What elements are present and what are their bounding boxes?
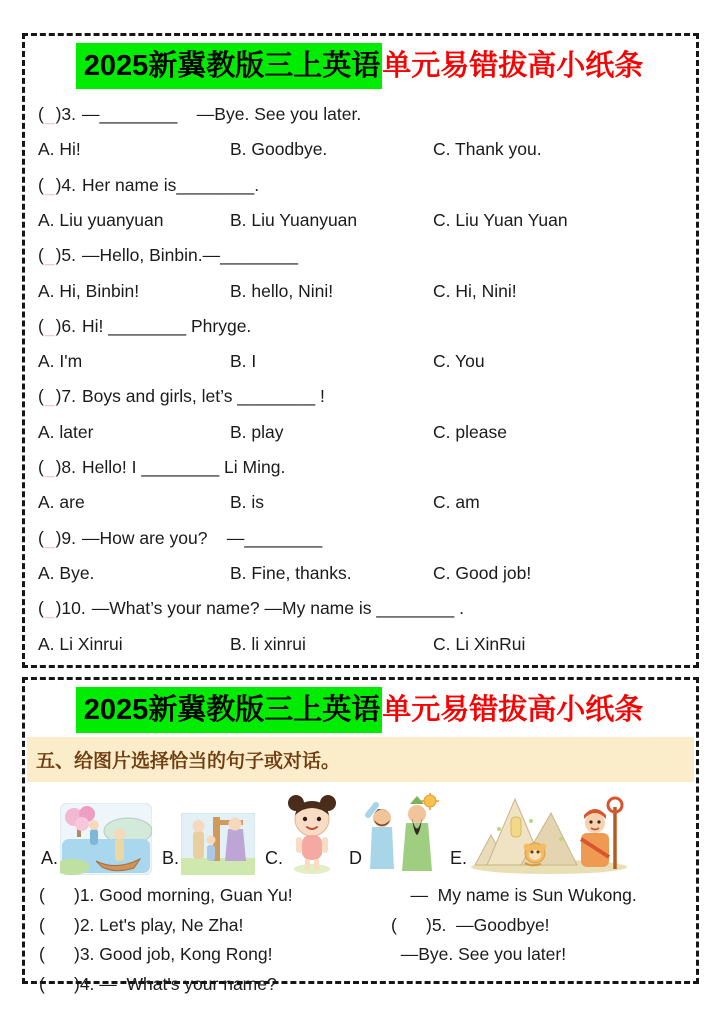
match-left-text: ( )4. — What's your name? <box>39 973 277 994</box>
question-line <box>38 238 684 273</box>
options-line <box>38 344 684 379</box>
answer-blank: _ <box>44 529 55 550</box>
question-number: )9. <box>55 527 76 548</box>
question-line <box>38 309 684 344</box>
worksheet-box-2 <box>22 677 699 994</box>
option-b: B. Goodbye. <box>230 139 328 160</box>
option-b: B. I <box>230 351 257 372</box>
option-c: C. am <box>433 492 480 513</box>
paren-open: ( <box>38 598 44 619</box>
options-line <box>38 626 684 661</box>
question-line <box>38 97 684 132</box>
question-stem: —What’s your name? —My name is ________ . <box>91 598 464 619</box>
picture-e-monkey-under-mountain-monk-icon <box>469 791 635 875</box>
answer-blank: _ <box>44 459 55 480</box>
question-stem: —________ —Bye. See you later. <box>82 104 362 125</box>
match-right-text: —Bye. See you later! <box>391 944 567 965</box>
question-number: )5. <box>55 245 76 266</box>
option-b: B. is <box>230 492 265 513</box>
page-title <box>25 44 696 89</box>
paren-open: ( <box>38 457 44 478</box>
option-a: A. Hi! <box>38 139 81 160</box>
options-line <box>38 485 684 520</box>
options-line <box>38 556 684 591</box>
option-c: C. Hi, Nini! <box>433 280 517 301</box>
matching-list <box>39 881 684 999</box>
match-right-text: — My name is Sun Wukong. <box>391 885 637 906</box>
options-line <box>38 132 684 167</box>
picture-a-riverside-farewell-boat-icon <box>60 803 152 875</box>
title-highlighted-text: 2025新冀教版三上英语 <box>76 687 383 733</box>
question-line <box>38 379 684 414</box>
question-number: )8. <box>55 457 76 478</box>
option-a: A. Hi, Binbin! <box>38 280 140 301</box>
match-row-1 <box>39 881 684 911</box>
answer-blank: _ <box>44 176 55 197</box>
worksheet-box-1 <box>22 33 699 668</box>
paren-open: ( <box>38 527 44 548</box>
option-a: A. Li Xinrui <box>38 633 123 654</box>
answer-blank: _ <box>44 106 55 127</box>
answer-blank: _ <box>44 600 55 621</box>
match-left-text: ( )1. Good morning, Guan Yu! <box>39 885 293 906</box>
picture-label-e: E. <box>450 847 468 868</box>
option-a: A. Liu yuanyuan <box>38 209 164 230</box>
option-b: B. li xinrui <box>230 633 306 654</box>
question-list <box>38 97 684 662</box>
picture-d-two-men-greeting-sun-icon <box>364 793 440 875</box>
question-number: )6. <box>55 315 76 336</box>
question-line <box>38 168 684 203</box>
paren-open: ( <box>38 245 44 266</box>
match-row-3 <box>39 940 684 970</box>
paren-open: ( <box>38 174 44 195</box>
picture-row <box>41 785 690 877</box>
option-c: C. Good job! <box>433 562 532 583</box>
question-stem: Hello! I ________ Li Ming. <box>82 457 286 478</box>
question-number: )10. <box>55 598 86 619</box>
paren-open: ( <box>38 315 44 336</box>
option-b: B. play <box>230 421 284 442</box>
question-line <box>38 450 684 485</box>
picture-label-d: D <box>349 847 363 868</box>
picture-c-girl-with-buns-icon <box>285 793 339 875</box>
question-stem: Her name is________. <box>82 174 260 195</box>
match-row-4 <box>39 969 684 999</box>
option-c: C. Thank you. <box>433 139 542 160</box>
option-a: A. later <box>38 421 94 442</box>
match-left-text: ( )3. Good job, Kong Rong! <box>39 944 273 965</box>
options-line <box>38 273 684 308</box>
question-stem: —Hello, Binbin.—________ <box>82 245 298 266</box>
option-c: C. please <box>433 421 507 442</box>
option-a: A. I'm <box>38 351 83 372</box>
options-line <box>38 415 684 450</box>
title-red-text: 单元易错拔高小纸条 <box>382 694 644 726</box>
match-right-text: ( )5. —Goodbye! <box>391 914 550 935</box>
option-b: B. Fine, thanks. <box>230 562 352 583</box>
picture-label-a: A. <box>41 847 59 868</box>
options-line <box>38 203 684 238</box>
question-number: )7. <box>55 386 76 407</box>
option-c: C. You <box>433 351 485 372</box>
option-a: A. are <box>38 492 85 513</box>
answer-blank: _ <box>44 317 55 338</box>
option-a: A. Bye. <box>38 562 95 583</box>
question-stem: Boys and girls, let’s ________ ! <box>82 386 325 407</box>
option-b: B. Liu Yuanyuan <box>230 209 358 230</box>
picture-label-b: B. <box>162 847 180 868</box>
title-highlighted-text: 2025新冀教版三上英语 <box>76 43 383 89</box>
answer-blank: _ <box>44 247 55 268</box>
option-c: C. Li XinRui <box>433 633 526 654</box>
question-stem: Hi! ________ Phryge. <box>82 315 252 336</box>
match-left-text: ( )2. Let's play, Ne Zha! <box>39 914 244 935</box>
title-red-text: 单元易错拔高小纸条 <box>382 50 644 82</box>
match-row-2 <box>39 910 684 940</box>
picture-b-family-under-tree-icon <box>181 813 255 875</box>
question-line <box>38 591 684 626</box>
question-number: )3. <box>55 104 76 125</box>
answer-blank: _ <box>44 388 55 409</box>
option-c: C. Liu Yuan Yuan <box>433 209 568 230</box>
paren-open: ( <box>38 104 44 125</box>
question-number: )4. <box>55 174 76 195</box>
section-heading: 五、给图片选择恰当的句子或对话。 <box>27 737 694 782</box>
picture-label-c: C. <box>265 847 284 868</box>
option-b: B. hello, Nini! <box>230 280 334 301</box>
question-line <box>38 521 684 556</box>
paren-open: ( <box>38 386 44 407</box>
question-stem: —How are you? —________ <box>82 527 323 548</box>
page-title <box>25 688 696 733</box>
